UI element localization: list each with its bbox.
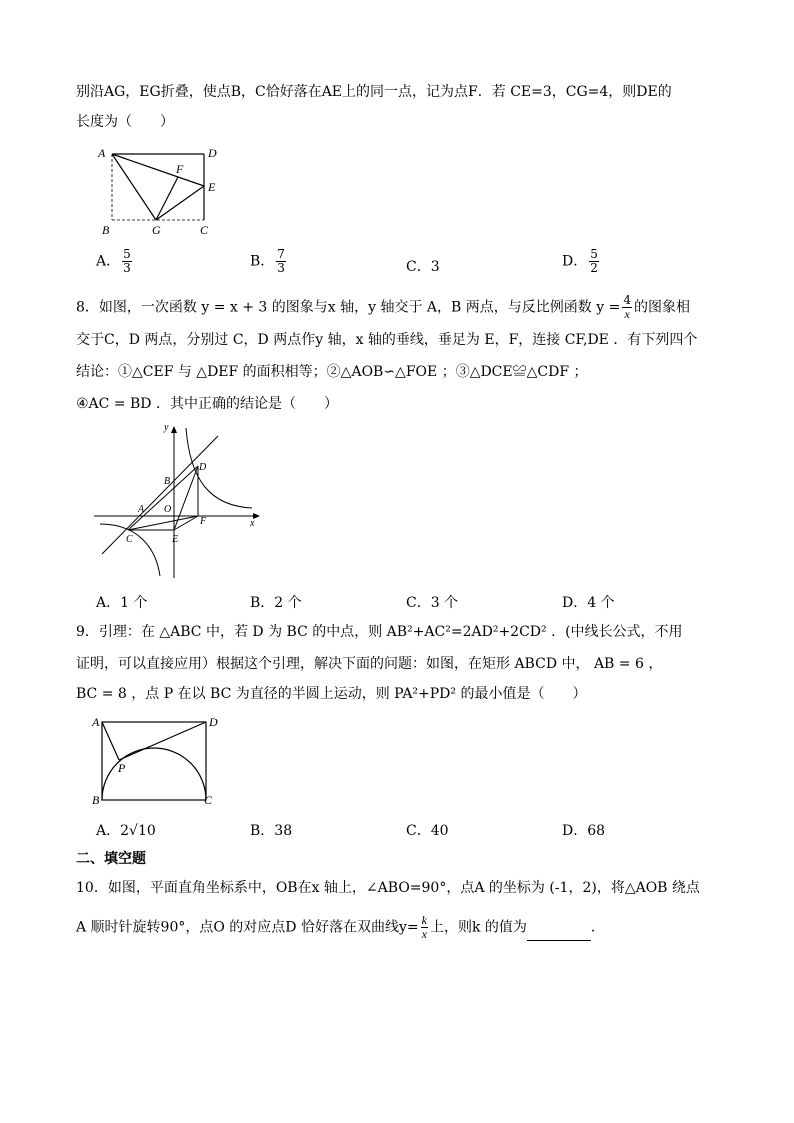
q8-line1 <box>76 294 690 321</box>
q7-option-c-text: 3 <box>430 259 440 275</box>
q7-option-a[interactable] <box>96 248 134 275</box>
q8-label-x: x <box>250 518 255 529</box>
q7-line1: 别沿AG，EG折叠，使点B，C恰好落在AE上的同一点，记为点F．若 CE=3，CG=4，则DE的 <box>76 84 672 100</box>
q7-option-b-letter: B． <box>250 253 275 270</box>
q8-line-y-x-3 <box>102 436 218 554</box>
q9-figure <box>88 710 228 810</box>
q8-segment-de <box>174 466 198 530</box>
q10-line2-b: 上，则k 的值为 <box>429 919 527 936</box>
q7-option-a-den: 3 <box>123 261 131 275</box>
q7-label-e: E <box>208 180 216 194</box>
q8-line1-b: 的图象相 <box>633 299 690 316</box>
q7-option-c-letter: C． <box>406 259 431 275</box>
q7-line-ge <box>156 186 204 220</box>
q9-label-p: P <box>118 761 126 775</box>
q8-frac <box>622 294 632 321</box>
q7-label-c: C <box>200 223 209 237</box>
q7-label-b: B <box>102 223 110 237</box>
q8-label-e: E <box>172 534 179 545</box>
q7-label-a: A <box>98 146 106 160</box>
q7-option-a-letter: A． <box>96 253 121 270</box>
q10-line2-c: ． <box>590 919 605 936</box>
q8-segment-cf <box>128 516 198 530</box>
q10-frac-num: k <box>421 913 427 927</box>
q7-line-ag <box>112 154 156 220</box>
q10-line1: 10．如图，平面直角坐标系中，OB在x 轴上，∠ABO=90°，点A 的坐标为 (-1，2)，将△AOB 绕点 <box>76 880 700 896</box>
q9-label-c: C <box>204 793 213 807</box>
q7-label-g: G <box>152 223 161 237</box>
q8-frac-num: 4 <box>623 293 631 307</box>
q7-label-d: D <box>208 146 217 160</box>
q8-label-d: D <box>199 462 207 473</box>
q8-label-c: C <box>126 534 133 545</box>
q7-option-d-letter: D． <box>562 253 588 270</box>
q8-figure <box>92 420 264 582</box>
q8-y-arrow <box>171 426 177 433</box>
q8-label-f: F <box>200 516 207 527</box>
q8-frac-den: x <box>624 307 630 321</box>
q9-option-d[interactable]: D．68 <box>562 823 606 839</box>
q9-label-b: B <box>92 793 100 807</box>
q9-line3: BC = 8 ，点 P 在以 BC 为直径的半圆上运动，则 PA²+PD² 的最小值是（ ） <box>76 686 587 702</box>
q7-option-d-frac <box>589 248 599 275</box>
q9-line1: 9．引理：在 △ABC 中，若 D 为 BC 的中点，则 AB²+AC²=2AD²+2CD² ．(中线长公式，不用 <box>76 624 683 640</box>
q8-label-a: A <box>138 504 145 515</box>
q9-line2: 证明，可以直接应用）根据这个引理，解决下面的问题：如图，在矩形 ABCD 中， AB = 6 ， <box>76 656 663 672</box>
q8-option-c[interactable]: C．3 个 <box>406 595 459 611</box>
q10-answer-blank[interactable] <box>527 926 591 941</box>
q9-option-b[interactable]: B．38 <box>250 823 293 839</box>
q8-label-y: y <box>164 422 169 433</box>
q7-option-b[interactable] <box>250 248 288 275</box>
q8-label-b: B <box>164 476 171 487</box>
q8-line4: ④AC = BD ．其中正确的结论是（ ） <box>76 396 338 412</box>
q7-option-d-den: 2 <box>590 261 598 275</box>
q8-label-o: O <box>164 504 172 515</box>
q7-figure <box>92 140 232 240</box>
q8-hyperbola-q3 <box>100 524 160 576</box>
q7-option-d-num: 5 <box>590 247 598 261</box>
q8-options <box>96 592 736 616</box>
q8-segment-cd <box>128 466 198 530</box>
q10-line2-a: A 顺时针旋转90°，点O 的对应点D 恰好落在双曲线y= <box>76 919 419 936</box>
q7-option-b-den: 3 <box>277 261 285 275</box>
q7-option-a-frac <box>122 248 132 275</box>
q7-line-gf <box>156 177 178 220</box>
q7-option-b-frac <box>276 248 286 275</box>
q8-line1-a: 8．如图，一次函数 y = x + 3 的图象与x 轴，y 轴交于 A，B 两点，与反比例函数 y = <box>76 299 621 316</box>
q8-line2: 交于C，D 两点，分别过 C，D 两点作y 轴，x 轴的垂线，垂足为 E，F，连接 CF,DE ．有下列四个 <box>76 332 698 348</box>
q9-label-d: D <box>209 715 218 729</box>
q10-frac <box>421 914 428 941</box>
q9-segment-pd <box>119 722 206 760</box>
q7-line-ae <box>112 154 204 186</box>
q8-option-d[interactable]: D．4 个 <box>562 595 615 611</box>
q7-option-a-num: 5 <box>123 247 131 261</box>
q10-frac-den: x <box>421 927 427 941</box>
q9-options <box>96 820 736 844</box>
q7-option-b-num: 7 <box>277 247 285 261</box>
q7-option-c[interactable] <box>406 256 440 276</box>
q8-option-a[interactable]: A．1 个 <box>96 595 148 611</box>
q8-option-b[interactable]: B．2 个 <box>250 595 302 611</box>
q8-line3: 结论：①△CEF 与 △DEF 的面积相等；②△AOB∽△FOE ；③△DCE≌△CDF ； <box>76 364 588 380</box>
q7-line2: 长度为（ ） <box>76 114 174 130</box>
q10-line2 <box>76 914 605 941</box>
q7-label-f: F <box>176 162 184 176</box>
q9-option-c[interactable]: C．40 <box>406 823 449 839</box>
section-heading: 二、填空题 <box>76 851 146 867</box>
q9-label-a: A <box>92 715 100 729</box>
q7-option-d[interactable] <box>562 248 601 275</box>
q9-segment-pa <box>102 722 119 760</box>
q9-option-a[interactable]: A．2√10 <box>96 823 156 839</box>
q7-options <box>96 247 736 275</box>
